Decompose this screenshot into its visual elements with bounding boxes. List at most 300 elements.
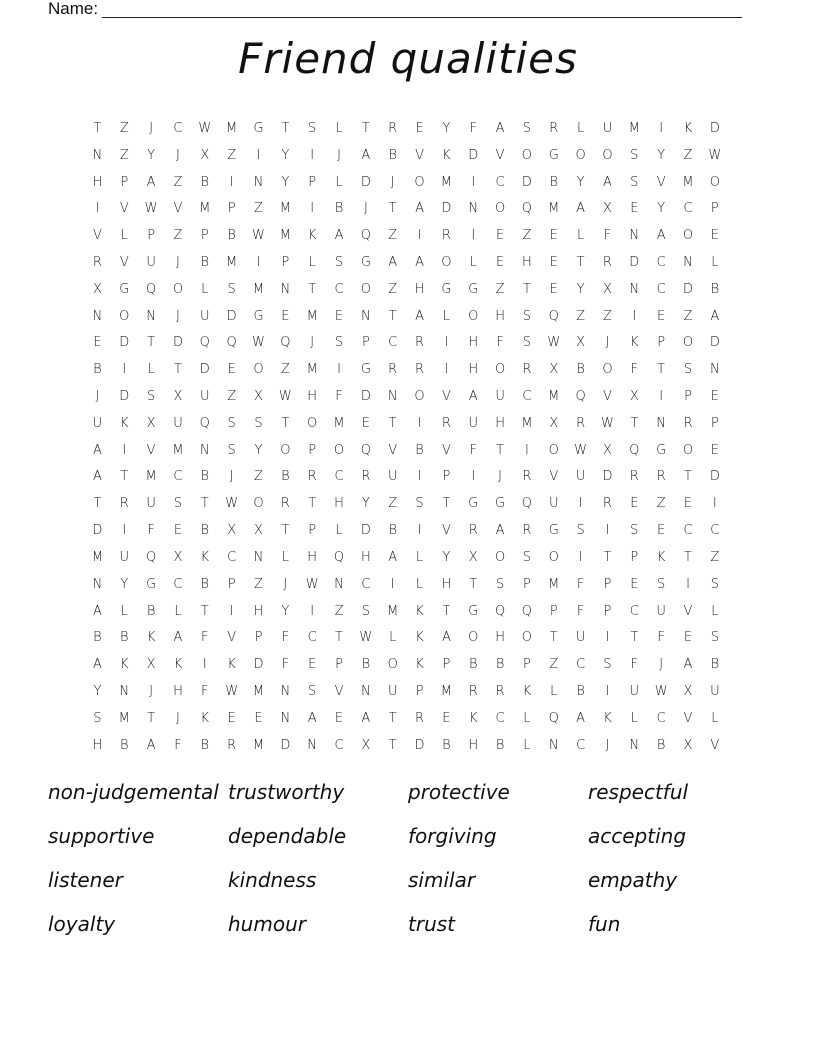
grid-letter: J [659,657,664,673]
grid-letter: H [468,362,479,378]
grid-letter: U [146,496,156,512]
grid-letter: E [334,308,344,324]
grid-letter: I [390,576,395,592]
grid-letter: S [415,496,424,512]
grid-letter: A [92,603,102,619]
grid-letter: N [548,737,559,753]
grid-letter: I [310,603,315,619]
grid-letter: D [172,335,183,351]
grid-letter: A [415,201,424,217]
grid-letter: T [200,603,209,619]
grid-letter: R [522,523,532,539]
grid-letter: M [91,549,104,565]
grid-letter: P [308,442,317,458]
grid-letter: P [710,201,719,217]
grid-letter: F [201,630,209,646]
grid-letter: S [630,174,639,190]
grid-letter: L [469,254,477,270]
grid-letter: O [494,201,506,217]
grid-letter: Z [683,308,693,324]
grid-letter: H [468,737,479,753]
grid-letter: J [176,147,180,163]
grid-letter: E [173,523,183,539]
grid-letter: J [498,469,502,485]
grid-letter: W [654,683,668,699]
grid-letter: I [659,389,664,405]
grid-letter: M [306,362,318,378]
grid-letter: F [281,630,290,646]
grid-letter: N [656,415,666,431]
grid-letter: R [307,469,317,485]
grid-letter: K [683,120,693,136]
grid-letter: M [306,308,318,324]
grid-letter: Q [548,308,559,324]
grid-letter: Y [147,147,156,163]
grid-letter: N [629,281,640,297]
grid-letter: C [683,523,693,539]
grid-letter: I [417,523,422,539]
grid-letter: T [496,442,505,458]
grid-letter: I [337,362,341,378]
grid-letter: C [656,281,666,297]
grid-letter: U [495,389,505,405]
grid-letter: T [388,308,397,324]
grid-letter: Q [521,496,533,512]
grid-letter: R [549,120,559,136]
grid-letter: W [708,147,722,163]
grid-letter: M [145,469,157,485]
word-list-item: trustworthy [228,780,345,804]
grid-letter: I [578,549,583,565]
grid-letter: E [630,496,639,512]
grid-letter: A [361,147,371,163]
grid-letter: C [576,737,586,753]
grid-letter: L [415,576,424,592]
grid-letter: E [549,254,558,270]
grid-letter: O [602,147,613,163]
grid-letter: O [494,362,506,378]
grid-letter: P [657,335,666,351]
grid-letter: U [387,683,398,699]
grid-letter: F [174,737,182,753]
grid-letter: L [201,281,209,297]
word-list-item: loyalty [48,912,116,936]
grid-letter: E [308,657,317,673]
grid-letter: I [310,147,315,163]
grid-letter: N [92,576,103,592]
word-list-item: dependable [228,824,347,848]
grid-letter: U [710,683,720,699]
grid-letter: Z [549,657,559,673]
grid-letter: I [471,228,476,244]
grid-letter: O [441,254,452,270]
grid-letter: K [468,710,478,726]
grid-letter: N [146,308,156,324]
page-title: Friend qualities [238,34,578,83]
grid-letter: F [147,523,155,539]
grid-letter: C [173,469,183,485]
grid-letter: M [279,228,291,244]
grid-letter: L [335,120,343,136]
grid-letter: W [198,120,212,136]
grid-letter: C [388,335,398,351]
grid-letter: M [333,415,345,431]
grid-letter: F [630,362,639,378]
grid-letter: V [441,442,451,458]
grid-letter: O [521,630,533,646]
grid-letter: T [684,469,692,485]
grid-letter: L [523,737,531,753]
grid-letter: E [657,523,666,539]
grid-letter: R [388,120,398,136]
grid-letter: Z [656,496,666,512]
word-list-item: fun [588,912,621,936]
grid-letter: L [120,228,128,244]
grid-letter: P [227,201,236,217]
grid-letter: G [119,281,130,297]
grid-letter: L [630,710,638,726]
grid-letter: X [603,442,612,458]
grid-letter: L [147,362,155,378]
grid-letter: Z [280,362,290,378]
grid-letter: A [415,254,424,270]
grid-letter: T [120,469,129,485]
grid-letter: B [710,281,720,297]
grid-letter: X [173,549,183,565]
grid-letter: T [147,335,156,351]
grid-letter: I [202,657,207,673]
grid-letter: C [227,549,237,565]
grid-letter: G [441,281,452,297]
grid-letter: O [682,228,694,244]
grid-letter: O [602,362,613,378]
grid-letter: Q [226,335,237,351]
grid-letter: N [92,308,103,324]
grid-letter: T [93,496,102,512]
grid-letter: T [281,415,290,431]
grid-letter: W [278,389,292,405]
grid-letter: W [144,201,158,217]
grid-letter: I [417,415,422,431]
grid-letter: M [387,603,399,619]
grid-letter: P [442,657,451,673]
grid-letter: A [415,308,424,324]
grid-letter: F [469,120,477,136]
grid-letter: X [603,201,612,217]
grid-letter: W [225,496,239,512]
grid-letter: L [335,523,343,539]
grid-letter: K [522,683,532,699]
grid-letter: B [200,737,210,753]
grid-letter: Y [281,603,290,619]
grid-letter: V [146,442,156,458]
grid-letter: F [657,630,665,646]
grid-letter: P [442,469,451,485]
grid-letter: I [444,335,449,351]
grid-letter: O [253,496,264,512]
word-list-item: non-judgemental [48,780,219,804]
grid-letter: Q [360,442,371,458]
grid-letter: U [468,415,478,431]
grid-letter: J [390,174,395,190]
grid-letter: S [710,630,719,646]
grid-letter: H [307,389,318,405]
grid-letter: N [199,442,210,458]
grid-letter: L [335,174,343,190]
grid-letter: R [388,362,398,378]
grid-letter: N [387,389,398,405]
grid-letter: Y [361,496,370,512]
grid-letter: P [603,576,612,592]
grid-letter: E [549,228,558,244]
grid-letter: S [710,576,719,592]
grid-letter: E [227,710,236,726]
grid-letter: J [310,335,315,351]
grid-letter: V [441,389,451,405]
grid-letter: D [521,174,532,190]
word-list-item: trust [408,912,456,936]
grid-letter: P [523,576,531,592]
grid-letter: Z [683,147,693,163]
grid-letter: C [656,710,666,726]
grid-letter: E [495,254,505,270]
grid-letter: G [360,254,371,270]
grid-letter: T [469,576,478,592]
grid-letter: U [119,549,130,565]
grid-letter: G [495,496,506,512]
grid-letter: D [602,469,613,485]
grid-letter: D [92,523,103,539]
grid-letter: M [226,254,238,270]
grid-letter: T [281,120,290,136]
grid-letter: V [603,389,612,405]
grid-letter: D [119,389,130,405]
grid-letter: V [415,147,424,163]
grid-letter: F [576,576,585,592]
grid-letter: O [468,630,479,646]
grid-letter: N [92,147,103,163]
grid-letter: I [229,174,234,190]
grid-letter: B [415,442,424,458]
grid-letter: Q [280,335,291,351]
grid-letter: R [495,683,505,699]
grid-letter: J [283,576,288,592]
grid-letter: N [360,308,371,324]
grid-letter: S [495,576,505,592]
grid-letter: H [441,576,452,592]
grid-letter: J [176,254,180,270]
grid-letter: B [710,657,720,673]
grid-letter: G [468,281,479,297]
grid-letter: V [388,442,398,458]
grid-letter: E [334,710,344,726]
grid-letter: X [468,549,478,565]
grid-letter: E [683,630,693,646]
grid-letter: Z [388,228,398,244]
grid-letter: Z [254,201,263,217]
grid-letter: J [605,737,610,753]
grid-letter: C [629,603,639,619]
grid-letter: A [146,174,156,190]
grid-letter: A [441,630,451,646]
grid-letter: D [360,174,371,190]
grid-letter: E [442,710,451,726]
grid-letter: H [522,254,532,270]
grid-letter: Z [522,228,532,244]
grid-letter: O [494,549,506,565]
grid-letter: D [468,147,479,163]
grid-letter: B [495,657,505,673]
grid-letter: A [576,710,586,726]
grid-letter: R [602,496,612,512]
grid-letter: L [120,603,128,619]
grid-letter: Q [521,201,533,217]
grid-letter: C [334,737,344,753]
grid-letter: S [630,523,639,539]
grid-letter: G [656,442,667,458]
grid-letter: T [576,254,585,270]
grid-letter: O [387,657,398,673]
grid-letter: I [605,683,610,699]
grid-letter: E [495,228,505,244]
grid-letter: W [252,335,265,351]
grid-letter: I [444,362,449,378]
grid-letter: B [549,174,559,190]
grid-letter: A [468,389,478,405]
grid-letter: W [305,576,319,592]
grid-letter: O [307,415,318,431]
grid-letter: W [252,228,265,244]
grid-letter: Q [629,442,640,458]
grid-letter: S [227,281,236,297]
grid-letter: S [308,120,317,136]
grid-letter: K [173,657,183,673]
grid-letter: K [146,630,156,646]
grid-letter: B [334,201,344,217]
grid-letter: K [307,228,317,244]
word-list-item: empathy [588,868,678,892]
grid-letter: A [146,737,156,753]
grid-letter: A [683,657,693,673]
grid-letter: A [388,549,398,565]
grid-letter: S [227,442,236,458]
grid-letter: C [683,201,693,217]
grid-letter: J [363,201,368,217]
grid-letter: S [254,415,263,431]
grid-letter: S [334,254,344,270]
grid-letter: N [334,576,344,592]
word-list-item: forgiving [408,824,497,848]
grid-letter: N [280,281,291,297]
grid-letter: D [709,120,720,136]
grid-letter: T [657,362,666,378]
grid-letter: F [201,683,209,699]
grid-letter: U [629,683,640,699]
grid-letter: R [468,523,478,539]
grid-letter: T [388,710,397,726]
grid-letter: S [308,683,317,699]
grid-letter: M [548,389,560,405]
grid-letter: Q [521,603,533,619]
grid-letter: D [414,737,425,753]
grid-letter: I [95,201,100,217]
grid-letter: N [683,254,693,270]
grid-letter: R [119,496,129,512]
grid-letter: V [683,603,693,619]
grid-letter: N [253,549,264,565]
grid-letter: Q [548,710,559,726]
grid-letter: A [388,254,398,270]
grid-letter: B [576,362,585,378]
grid-letter: R [415,710,425,726]
grid-letter: E [93,335,102,351]
grid-letter: P [281,254,290,270]
grid-letter: X [173,389,183,405]
grid-letter: R [441,415,451,431]
grid-letter: B [200,523,210,539]
grid-letter: R [656,469,666,485]
grid-letter: Z [227,147,237,163]
grid-letter: Y [254,442,263,458]
grid-letter: T [603,549,612,565]
grid-letter: R [361,469,371,485]
grid-letter: J [605,335,610,351]
grid-letter: E [710,228,719,244]
grid-letter: N [629,737,640,753]
grid-letter: B [120,630,129,646]
grid-letter: V [227,630,237,646]
grid-letter: E [415,120,424,136]
grid-letter: B [93,362,102,378]
grid-letter: W [574,442,588,458]
word-list [48,780,768,956]
grid-letter: Y [657,147,666,163]
grid-letter: L [550,683,558,699]
grid-letter: J [176,308,180,324]
grid-letter: T [684,549,692,565]
grid-letter: P [684,389,692,405]
grid-letter: S [146,389,156,405]
grid-letter: K [120,657,129,673]
grid-letter: C [710,523,720,539]
grid-letter: I [686,576,690,592]
grid-letter: Q [199,335,210,351]
grid-letter: C [334,469,344,485]
grid-letter: B [200,469,210,485]
grid-letter: I [578,496,583,512]
grid-letter: P [361,335,370,351]
grid-letter: G [468,496,479,512]
grid-letter: Z [495,281,505,297]
grid-letter: T [361,120,370,136]
grid-letter: C [361,576,371,592]
grid-letter: E [683,496,693,512]
grid-letter: K [200,549,210,565]
grid-letter: Y [442,120,451,136]
grid-letter: B [200,174,210,190]
grid-letter: D [441,201,452,217]
grid-letter: I [659,120,664,136]
grid-letter: G [253,308,264,324]
grid-letter: J [176,710,180,726]
grid-letter: A [603,174,612,190]
word-list-item: humour [228,912,306,936]
grid-letter: U [549,496,559,512]
grid-letter: P [120,174,129,190]
grid-letter: U [602,120,613,136]
grid-letter: M [226,120,238,136]
grid-letter: I [417,469,422,485]
